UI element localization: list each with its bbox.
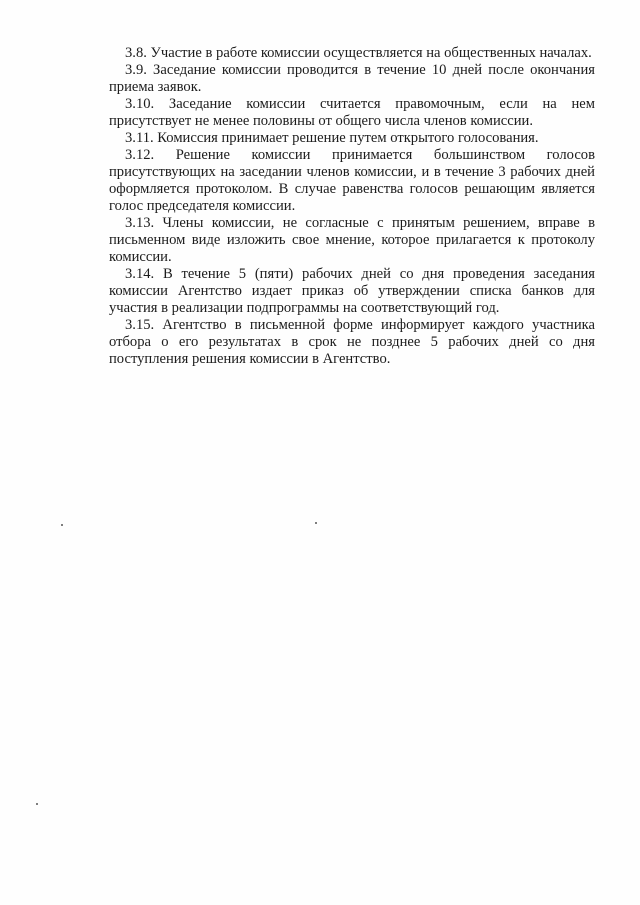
clause-3-8: 3.8. Участие в работе комиссии осуществляется на общественных началах. [125,45,592,61]
clause-3-10: 3.10. Заседание комиссии считается правомочным, если на нем присутствует не менее половины от общего числа членов комиссии. [109,96,595,129]
clause-3-9: 3.9. Заседание комиссии проводится в течение 10 дней после окончания приема заявок. [109,62,595,95]
clause-3-14: 3.14. В течение 5 (пяти) рабочих дней со дня проведения заседания комиссии Агентство издает приказ об утверждении списка банков для участия в реализации подпрограммы на соответствующий год. [109,266,595,316]
clause-3-15: 3.15. Агентство в письменной форме информирует каждого участника отбора о его результатах в срок не позднее 5 рабочих дней со дня поступления решения комиссии в Агентство. [109,317,595,367]
scan-speck [61,524,63,526]
scan-speck [36,803,38,805]
clause-3-11: 3.11. Комиссия принимает решение путем открытого голосования. [125,130,539,146]
scan-speck [315,522,317,524]
clause-3-13: 3.13. Члены комиссии, не согласные с принятым решением, вправе в письменном виде изложить свое мнение, которое прилагается к протоколу комиссии. [109,215,595,265]
document-body [109,45,595,368]
clause-3-12: 3.12. Решение комиссии принимается большинством голосов присутствующих на заседании членов комиссии, и в течение 3 рабочих дней оформляется протоколом. В случае равенства голосов решающим является голос председателя комиссии. [109,147,595,214]
